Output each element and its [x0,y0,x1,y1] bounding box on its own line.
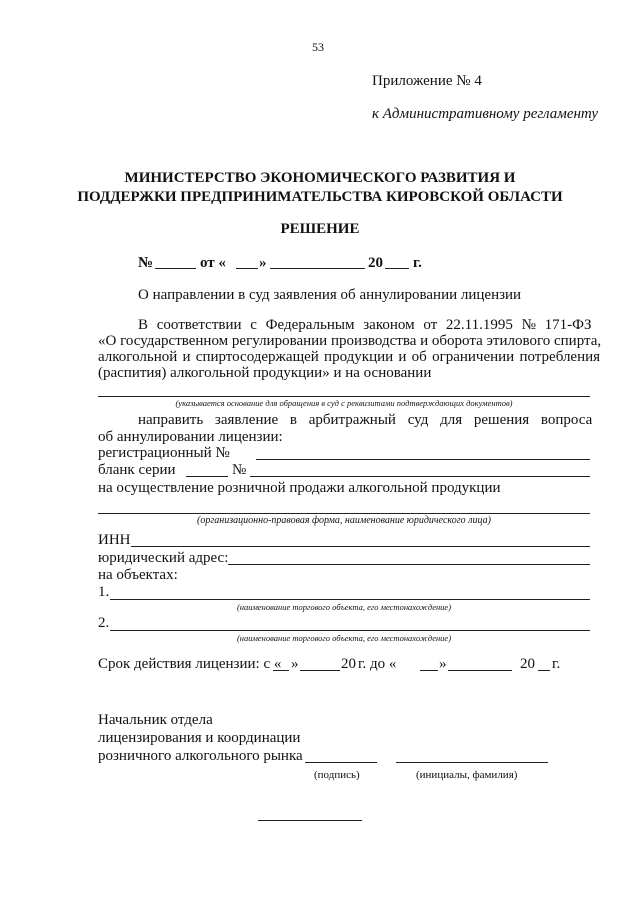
day-blank [236,268,258,269]
date-quote-close: » [259,255,267,271]
body-line-1: В соответствии с Федеральным законом от 22.11.1995 № 171-ФЗ [138,317,592,333]
year-suffix: г. [413,255,422,271]
decision-title: РЕШЕНИЕ [280,221,360,237]
signature-line-1: Начальник отдела [98,712,213,728]
validity-y1: 20 [341,656,356,672]
blank-series-blank [186,476,228,477]
body-line-3: алкогольной и спиртосодержащей продукции и об ограничении потребления [98,349,601,365]
blank-number-blank [250,476,590,477]
year-prefix: 20 [368,255,383,271]
object-1-label: 1. [98,584,110,600]
objects-label: на объектах: [98,567,178,583]
legal-address-label: юридический адрес: [98,550,229,566]
object-2-note: (наименование торгового объекта, его местонахождение) [236,633,452,643]
basis-line [98,396,590,397]
reg-number-label: регистрационный № [98,445,230,461]
signature-line-3: розничного алкогольного рынка [98,748,303,764]
validity-q2: » [439,656,447,672]
number-sign: № [138,255,154,271]
appendix-subtitle: к Административному регламенту [372,106,599,122]
object-1-blank [110,599,590,600]
object-1-note: (наименование торгового объекта, его местонахождение) [236,602,452,612]
reg-number-blank [256,459,590,460]
validity-prefix: Срок действия лицензии: с « [98,656,282,672]
bottom-separator [258,820,362,821]
year-blank [385,268,409,269]
page-number: 53 [312,40,324,54]
validity-q1: » [291,656,299,672]
direct-line-2: об аннулировании лицензии: [98,429,283,445]
direct-line-1: направить заявление в арбитражный суд для решения вопроса [138,412,593,428]
body-line-4: (распития) алкогольной продукции» и на основании [98,365,432,381]
blank-number-sign: № [232,462,247,478]
org-line [98,513,590,514]
date-from: от « [200,255,226,271]
blank-series-label: бланк серии [98,462,176,478]
decision-subject: О направлении в суд заявления об аннулировании лицензии [138,287,522,303]
validity-day-2 [420,670,438,671]
validity-mid: г. до « [358,656,397,672]
validity-suffix: г. [552,656,561,672]
org-note: (организационно-правовая форма, наименование юридического лица) [197,515,491,526]
month-blank [270,268,365,269]
validity-y2: 20 [520,656,535,672]
validity-year-2 [538,670,550,671]
legal-address-blank [228,564,590,565]
body-line-2: «О государственном регулировании производства и оборота этилового спирта, [98,333,602,349]
ministry-line-2: ПОДДЕРЖКИ ПРЕДПРИНИМАТЕЛЬСТВА КИРОВСКОЙ ОБЛАСТИ [77,189,563,205]
number-blank [155,268,196,269]
signature-label: (подпись) [314,769,360,781]
signature-line-2: лицензирования и координации [98,730,301,746]
validity-day-1 [273,670,289,671]
inn-label: ИНН [98,532,131,548]
appendix-title: Приложение № 4 [372,73,482,89]
object-2-blank [110,630,590,631]
signature-blank [305,762,377,763]
ministry-line-1: МИНИСТЕРСТВО ЭКОНОМИЧЕСКОГО РАЗВИТИЯ И [124,170,516,186]
name-label: (инициалы, фамилия) [416,769,518,781]
object-2-label: 2. [98,615,110,631]
retail-text: на осуществление розничной продажи алкогольной продукции [98,480,501,496]
basis-note: (указывается основание для обращения в суд с реквизитами подтверждающих документов) [175,398,513,408]
validity-month-1 [300,670,340,671]
validity-month-2 [448,670,512,671]
inn-blank [131,546,590,547]
name-blank [396,762,548,763]
